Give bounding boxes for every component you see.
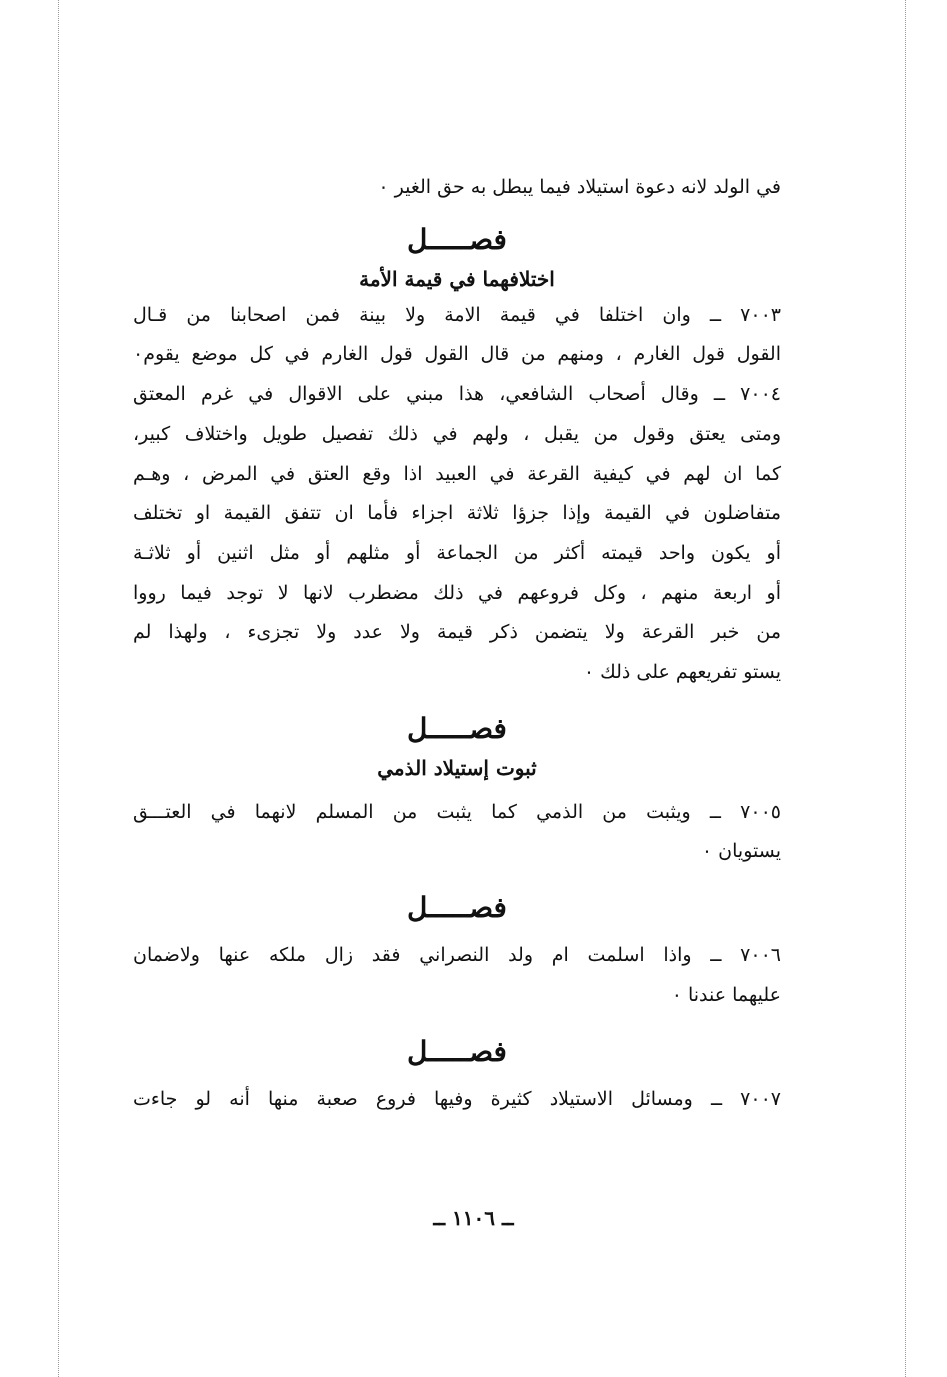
section-subheading-1: اختلافهما في قيمة الأمة	[359, 266, 555, 291]
section-subheading-2: ثبوت إستيلاد الذمي	[377, 755, 537, 780]
section-1-text	[133, 296, 781, 693]
section-2-text	[133, 793, 781, 872]
text-line: كما ان لهم في كيفية القرعة في العبيد اذا وقع العتق في المرض ، وهـم	[133, 462, 781, 485]
text-line: متفاضلون في القيمة وإذا جزؤا ثلاثة اجزاء فأما ان تتفق القيمة او تختلف	[133, 502, 781, 525]
text-line: ومتى يعتق وقول من يقبل ، ولهم في ذلك تفصيل طويل واختلاف كبير،	[133, 422, 781, 445]
page-number: ــ ١١٠٦ ــ	[433, 1206, 514, 1230]
section-heading-2: فصـــــل	[407, 711, 507, 745]
section-3-text	[133, 936, 781, 1015]
text-line: ٧٠٠٣ ــ وان اختلفا في قيمة الامة ولا بينة فمن اصحابنا من قـال	[133, 303, 781, 326]
text-line: ٧٠٠٤ ــ وقال أصحاب الشافعي، هذا مبني على الاقوال في غرم المعتق	[133, 383, 781, 406]
section-4-text	[133, 1080, 781, 1120]
section-heading-1: فصـــــل	[407, 222, 507, 256]
page-body	[133, 168, 781, 1119]
section-heading-3: فصـــــل	[407, 891, 507, 925]
text-line: عليهما عندنا ٠	[671, 983, 781, 1006]
text-line: ٧٠٠٦ ــ واذا اسلمت ام ولد النصراني فقد زال ملكه عنها ولاضمان	[133, 944, 781, 967]
section-heading-4: فصـــــل	[407, 1034, 507, 1068]
text-line: أو يكون واحد قيمته أكثر من الجماعة أو مثلهم أو مثل اثنين أو ثلاثـة	[133, 541, 781, 564]
text-line: ٧٠٠٧ ــ ومسائل الاستيلاد كثيرة وفيها فروع صعبة منها أنه لو جاءت	[133, 1087, 781, 1110]
text-line: من خبر القرعة ولا يتضمن ذكر قيمة ولا عدد ولا تجزىء ، ولهذا لم	[133, 621, 781, 644]
text-line: ٧٠٠٥ ــ ويثبت من الذمي كما يثبت من المسلم لانهما في العتـــق	[133, 800, 781, 823]
left-margin-dotted-line	[58, 0, 59, 1377]
intro-line: في الولد لانه دعوة استيلاد فيما يبطل به حق الغير ٠	[378, 176, 781, 198]
text-line: يستويان ٠	[701, 840, 781, 863]
right-margin-dotted-line	[905, 0, 906, 1377]
text-line: أو اربعة منهم ، وكل فروعهم في ذلك مضطرب لانها لا توجد فيما رووا	[133, 581, 781, 604]
text-line: القول قول الغارم ، ومنهم من قال القول قول الغارم في كل موضع يقوم٠	[133, 343, 781, 366]
text-line: يستو تفريعهم على ذلك ٠	[583, 661, 781, 684]
